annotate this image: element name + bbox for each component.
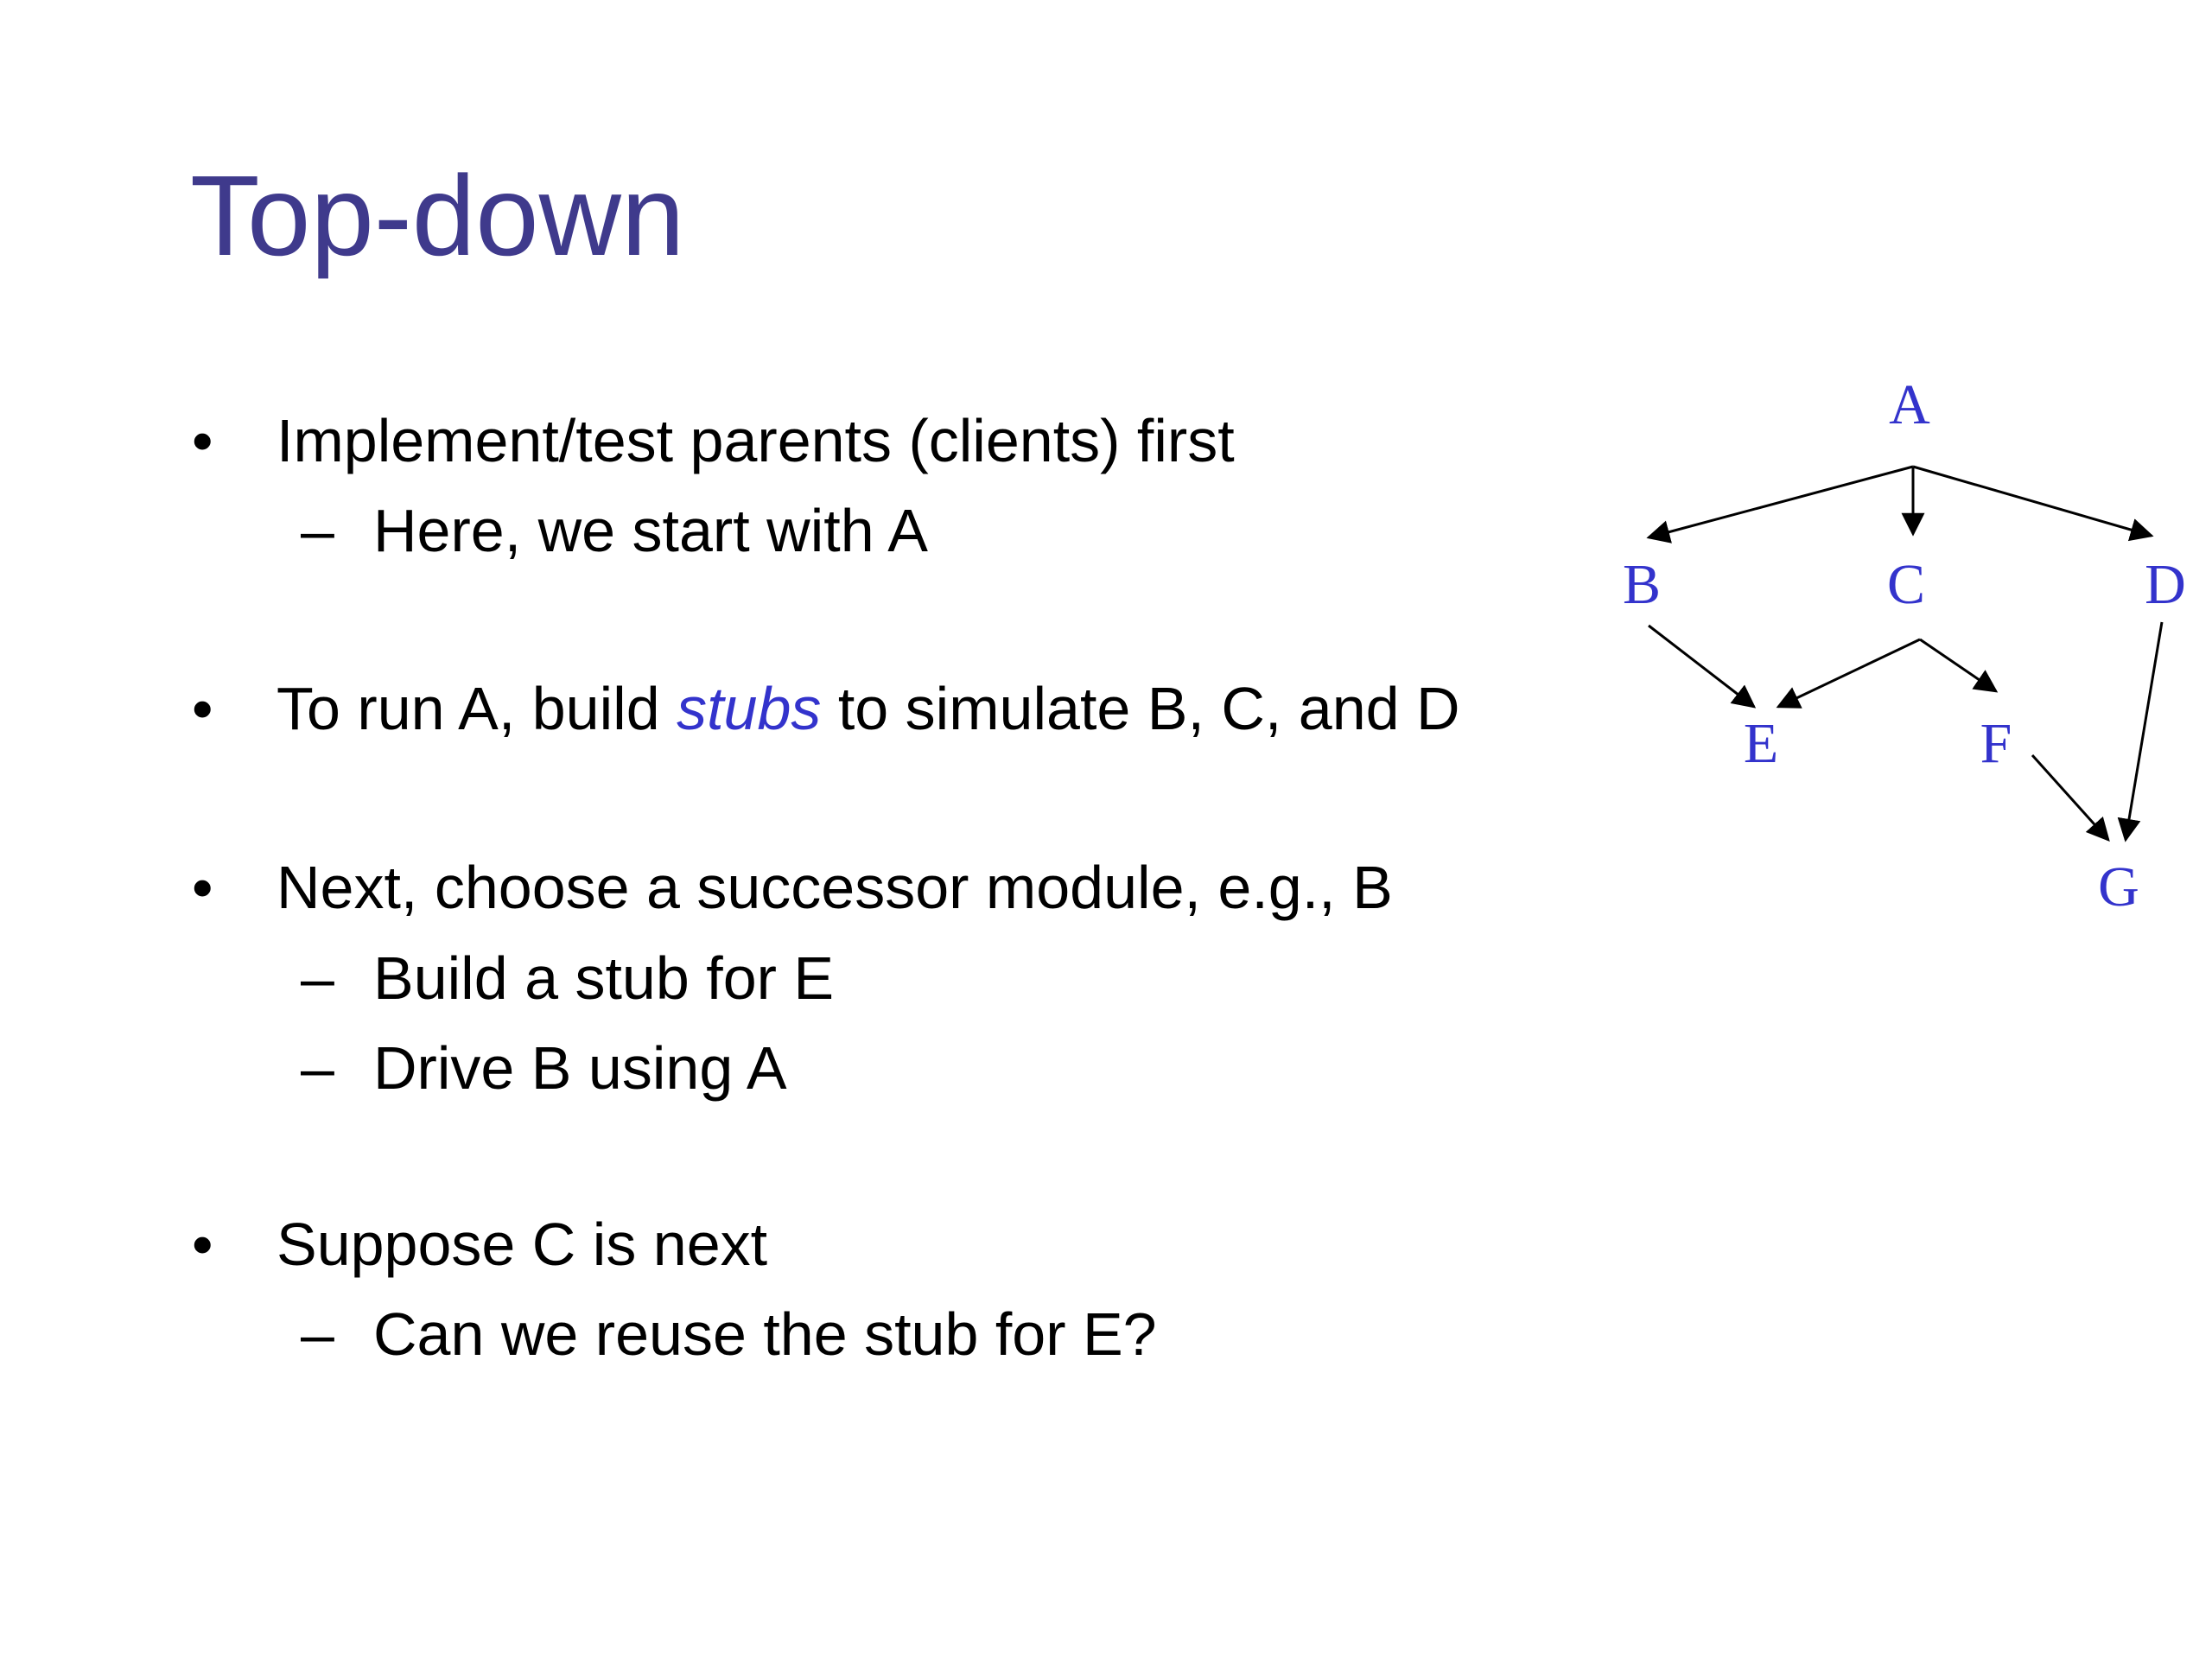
bullet-4-sub-1-text: Can we reuse the stub for E? — [373, 1300, 1157, 1368]
node-f-label: F — [1980, 712, 2012, 775]
node-d-label: D — [2145, 553, 2186, 616]
bullet-2-text-after: to simulate B, C, and D — [821, 675, 1460, 742]
edge-d-g — [2126, 622, 2162, 840]
bullet-3-text: Next, choose a successor module, e.g., B — [276, 854, 1393, 921]
sub-bullet-marker: – — [301, 1300, 334, 1368]
bullet-marker: • — [192, 854, 213, 921]
bullet-4-text: Suppose C is next — [276, 1211, 768, 1278]
sub-bullet-marker: – — [301, 497, 334, 564]
bullet-marker: • — [192, 407, 213, 474]
edge-c-f — [1920, 639, 1996, 691]
bullet-3-sub-2-text: Drive B using A — [373, 1034, 787, 1102]
bullet-1-text: Implement/test parents (clients) first — [276, 407, 1235, 474]
node-a-label: A — [1889, 373, 1930, 436]
edge-a-b — [1649, 467, 1913, 537]
bullet-marker: • — [192, 675, 213, 742]
node-b-label: B — [1622, 553, 1662, 616]
bullet-2-text-before: To run A, build — [276, 675, 677, 742]
bullet-3-sub-1-text: Build a stub for E — [373, 944, 835, 1012]
node-c-label: C — [1886, 553, 1926, 616]
slide-title: Top-down — [190, 152, 685, 279]
stubs-emphasis: stubs — [677, 675, 822, 742]
module-dependency-diagram — [1573, 346, 2212, 950]
edge-c-e — [1778, 639, 1920, 707]
bullet-2-text — [276, 672, 1460, 745]
edge-a-d — [1913, 467, 2152, 536]
edge-f-g — [2032, 755, 2108, 840]
sub-bullet-marker: – — [301, 944, 334, 1012]
sub-bullet-marker: – — [301, 1034, 334, 1102]
bullet-1-sub-1-text: Here, we start with A — [373, 497, 928, 564]
bullet-marker: • — [192, 1211, 213, 1278]
edge-b-e — [1649, 626, 1754, 707]
node-g-label: G — [2098, 855, 2139, 918]
node-e-label: E — [1743, 712, 1779, 775]
